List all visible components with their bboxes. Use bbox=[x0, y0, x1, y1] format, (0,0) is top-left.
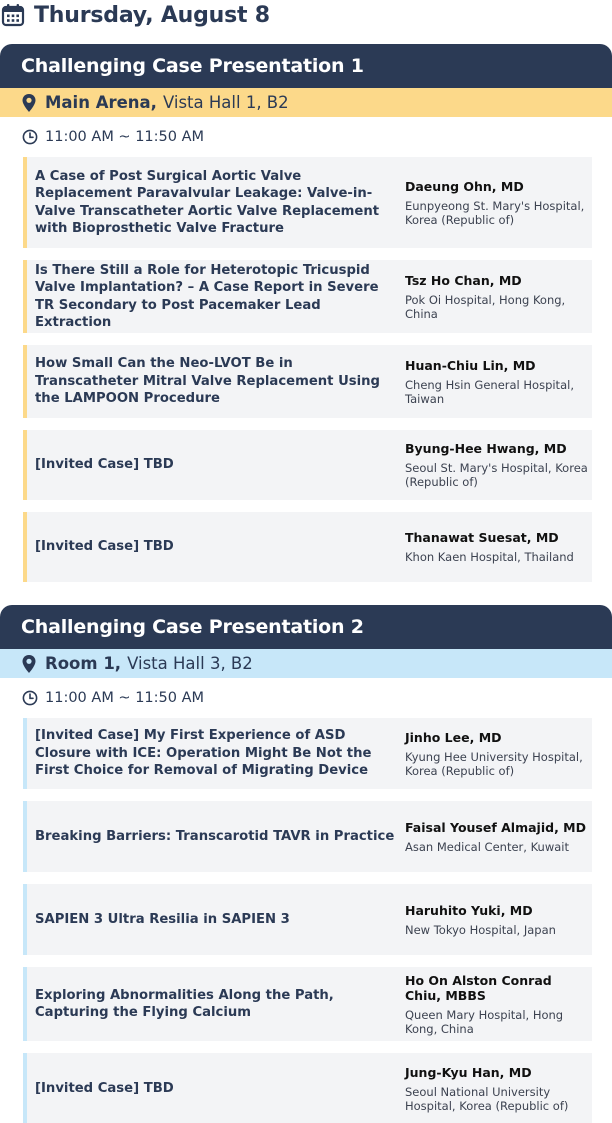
session-title: Challenging Case Presentation 2 bbox=[21, 616, 364, 638]
speaker-affiliation: Eunpyeong St. Mary's Hospital, Korea (Republic of) bbox=[405, 198, 585, 227]
speaker-affiliation: Seoul St. Mary's Hospital, Korea (Republic of) bbox=[405, 461, 588, 489]
talk-title: [Invited Case] My First Experience of ASD Closure with ICE: Operation Might Be Not the First Choice for Removal of Migrating Device bbox=[35, 728, 372, 779]
speaker-block bbox=[405, 967, 590, 1041]
talk-title: [Invited Case] TBD bbox=[35, 457, 174, 473]
accent-bar bbox=[23, 718, 27, 789]
speaker-block bbox=[405, 345, 590, 418]
day-header bbox=[0, 0, 270, 30]
talk-item[interactable] bbox=[23, 967, 592, 1041]
talk-item[interactable] bbox=[23, 430, 592, 500]
speaker-block bbox=[405, 512, 590, 582]
talk-item[interactable] bbox=[23, 512, 592, 582]
speaker-name: Faisal Yousef Almajid, MD bbox=[405, 819, 586, 835]
clock-icon bbox=[22, 129, 38, 145]
speaker-name: Thanawat Suesat, MD bbox=[405, 530, 559, 545]
speaker-name: Jinho Lee, MD bbox=[405, 729, 502, 745]
speaker-name: Haruhito Yuki, MD bbox=[405, 902, 533, 918]
speaker-affiliation: Kyung Hee University Hospital, Korea (Republic of) bbox=[405, 749, 583, 778]
accent-bar bbox=[23, 345, 27, 418]
clock-icon bbox=[22, 690, 38, 706]
venue-bar bbox=[0, 88, 612, 117]
calendar-icon bbox=[1, 3, 25, 27]
speaker-affiliation: Queen Mary Hospital, Hong Kong, China bbox=[405, 1007, 564, 1036]
speaker-block bbox=[405, 260, 590, 333]
speaker-block bbox=[405, 801, 590, 872]
time-text: 11:00 AM ~ 11:50 AM bbox=[45, 690, 205, 706]
talk-item[interactable] bbox=[23, 718, 592, 789]
session-2 bbox=[0, 605, 612, 1113]
speaker-affiliation: Khon Kaen Hospital, Thailand bbox=[405, 550, 574, 564]
speaker-block bbox=[405, 430, 590, 500]
venue-name: Room 1, bbox=[45, 654, 122, 673]
talk-title: Exploring Abnormalities Along the Path, Capturing the Flying Calcium bbox=[35, 987, 334, 1020]
location-pin-icon bbox=[21, 654, 37, 674]
speaker-block bbox=[405, 718, 590, 789]
accent-bar bbox=[23, 157, 27, 248]
speaker-name: Byung-Hee Hwang, MD bbox=[405, 441, 567, 456]
talk-item[interactable] bbox=[23, 1053, 592, 1123]
accent-bar bbox=[23, 967, 27, 1041]
speaker-affiliation: Pok Oi Hospital, Hong Kong, China bbox=[405, 292, 566, 321]
session-time bbox=[0, 678, 612, 718]
day-title: Thursday, August 8 bbox=[34, 2, 270, 28]
venue-location: Vista Hall 3, B2 bbox=[127, 654, 253, 673]
session-time bbox=[0, 117, 612, 157]
accent-bar bbox=[23, 430, 27, 500]
speaker-affiliation: New Tokyo Hospital, Japan bbox=[405, 922, 556, 937]
venue-bar bbox=[0, 649, 612, 678]
speaker-name: Tsz Ho Chan, MD bbox=[405, 272, 522, 288]
speaker-block bbox=[405, 884, 590, 955]
accent-bar bbox=[23, 884, 27, 955]
talk-title: SAPIEN 3 Ultra Resilia in SAPIEN 3 bbox=[35, 911, 290, 927]
venue-location: Vista Hall 1, B2 bbox=[162, 93, 289, 112]
talk-title: [Invited Case] TBD bbox=[35, 1080, 174, 1096]
location-pin-icon bbox=[21, 93, 37, 113]
venue-name: Main Arena, bbox=[45, 93, 157, 112]
accent-bar bbox=[23, 801, 27, 872]
speaker-affiliation: Asan Medical Center, Kuwait bbox=[405, 839, 569, 854]
talk-title: Is There Still a Role for Heterotopic Tricuspid Valve Implantation? – A Case Report in Severe TR Secondary to Post Pacemaker Lead Extraction bbox=[35, 262, 379, 330]
speaker-name: Jung-Kyu Han, MD bbox=[405, 1064, 532, 1080]
time-text: 11:00 AM ~ 11:50 AM bbox=[45, 129, 205, 145]
session-title-bar bbox=[0, 44, 612, 88]
speaker-affiliation: Seoul National University Hospital, Korea (Republic of) bbox=[405, 1084, 569, 1113]
talk-title: Breaking Barriers: Transcarotid TAVR in Practice bbox=[35, 828, 395, 844]
speaker-block bbox=[405, 157, 590, 248]
speaker-name: Daeung Ohn, MD bbox=[405, 178, 524, 194]
speaker-name: Huan-Chiu Lin, MD bbox=[405, 357, 536, 373]
speaker-affiliation: Cheng Hsin General Hospital, Taiwan bbox=[405, 377, 574, 406]
talk-title: A Case of Post Surgical Aortic Valve Replacement Paravalvular Leakage: Valve-in-Valve Transcatheter Aortic Valve Replacement with Bioprosthetic Valve Fracture bbox=[35, 168, 380, 236]
talk-item[interactable] bbox=[23, 801, 592, 872]
talk-item[interactable] bbox=[23, 157, 592, 248]
talk-title: [Invited Case] TBD bbox=[35, 539, 174, 555]
accent-bar bbox=[23, 260, 27, 333]
session-1 bbox=[0, 44, 612, 564]
talk-item[interactable] bbox=[23, 345, 592, 418]
session-title: Challenging Case Presentation 1 bbox=[21, 55, 364, 77]
accent-bar bbox=[23, 1053, 27, 1123]
session-title-bar bbox=[0, 605, 612, 649]
talk-item[interactable] bbox=[23, 260, 592, 333]
accent-bar bbox=[23, 512, 27, 582]
talk-title: How Small Can the Neo-LVOT Be in Transcatheter Mitral Valve Replacement Using the LAMPOON Procedure bbox=[35, 356, 380, 407]
speaker-block bbox=[405, 1053, 590, 1123]
talk-item[interactable] bbox=[23, 884, 592, 955]
speaker-name: Ho On Alston Conrad Chiu, MBBS bbox=[405, 972, 552, 1003]
